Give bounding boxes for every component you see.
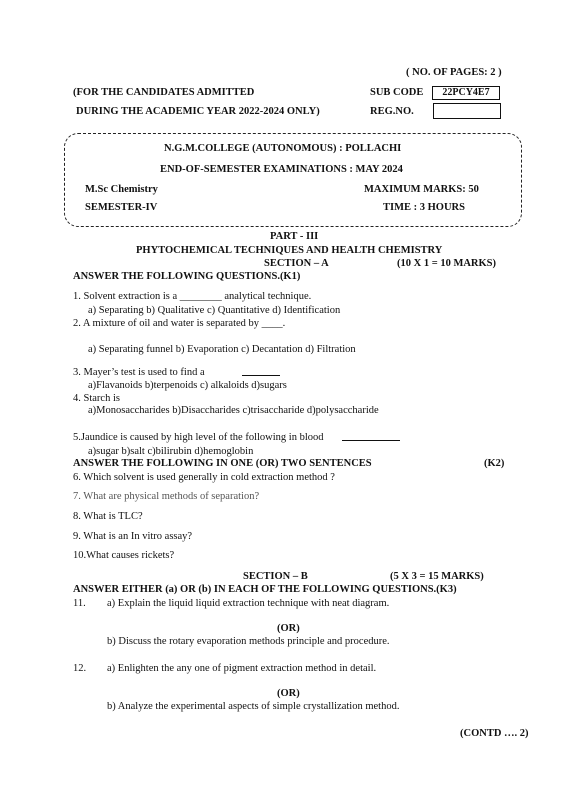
section-a-marks: (10 X 1 = 10 MARKS) — [397, 258, 497, 269]
section-a-instruction-2-level: (K2) — [484, 458, 505, 469]
question-4-options: a)Monosaccharides b)Disaccharides c)trisaccharide d)polysaccharide — [88, 405, 379, 416]
paper-title: PHYTOCHEMICAL TECHNIQUES AND HEALTH CHEMISTRY — [136, 245, 443, 256]
question-3-options: a)Flavanoids b)terpenoids c) alkaloids d)sugars — [88, 380, 287, 391]
section-b-instruction: ANSWER EITHER (a) OR (b) IN EACH OF THE FOLLOWING QUESTIONS.(K3) — [73, 584, 457, 595]
question-11-or: (OR) — [277, 623, 300, 634]
question-12a: a) Enlighten the any one of pigment extraction method in detail. — [107, 663, 377, 674]
question-12-number: 12. — [73, 663, 87, 674]
question-2-options: a) Separating funnel b) Evaporation c) Decantation d) Filtration — [88, 344, 356, 355]
sub-code-label: SUB CODE — [370, 87, 424, 98]
question-4: 4. Starch is — [73, 393, 120, 404]
part-label: PART - III — [270, 231, 319, 242]
question-6: 6. Which solvent is used generally in cold extraction method ? — [73, 472, 335, 483]
question-2: 2. A mixture of oil and water is separated by ____. — [73, 318, 286, 329]
exam-name: END-OF-SEMESTER EXAMINATIONS : MAY 2024 — [160, 164, 403, 175]
reg-no-label: REG.NO. — [370, 106, 414, 117]
question-7: 7. What are physical methods of separation? — [73, 491, 260, 502]
candidates-line1: (FOR THE CANDIDATES ADMITTED — [73, 87, 255, 98]
section-a-instruction-2: ANSWER THE FOLLOWING IN ONE (OR) TWO SENTENCES — [73, 458, 372, 469]
question-12-or: (OR) — [277, 688, 300, 699]
max-marks: MAXIMUM MARKS: 50 — [364, 184, 479, 195]
section-b-title: SECTION – B — [243, 571, 308, 582]
question-5: 5.Jaundice is caused by high level of the following in blood — [73, 432, 324, 443]
question-1: 1. Solvent extraction is a ________ analytical technique. — [73, 291, 312, 302]
question-11a: a) Explain the liquid liquid extraction technique with neat diagram. — [107, 598, 390, 609]
question-5-blank — [342, 431, 400, 441]
question-12b: b) Analyze the experimental aspects of simple crystallization method. — [107, 701, 400, 712]
section-b-marks: (5 X 3 = 15 MARKS) — [390, 571, 484, 582]
continued-note: (CONTD …. 2) — [460, 728, 529, 739]
sub-code-value: 22PCY4E7 — [432, 86, 500, 100]
course-name: M.Sc Chemistry — [85, 184, 158, 195]
college-name: N.G.M.COLLEGE (AUTONOMOUS) : POLLACHI — [164, 143, 402, 154]
question-5-options: a)sugar b)salt c)bilirubin d)hemoglobin — [88, 446, 254, 457]
question-11b: b) Discuss the rotary evaporation methods principle and procedure. — [107, 636, 390, 647]
semester: SEMESTER-IV — [85, 202, 158, 213]
exam-time: TIME : 3 HOURS — [383, 202, 465, 213]
candidates-line2: DURING THE ACADEMIC YEAR 2022-2024 ONLY) — [76, 106, 320, 117]
question-1-options: a) Separating b) Qualitative c) Quantitative d) Identification — [88, 305, 341, 316]
pages-count: ( NO. OF PAGES: 2 ) — [406, 67, 502, 78]
section-a-instruction: ANSWER THE FOLLOWING QUESTIONS.(K1) — [73, 271, 301, 282]
question-9: 9. What is an In vitro assay? — [73, 531, 193, 542]
question-3: 3. Mayer’s test is used to find a — [73, 367, 205, 378]
question-11-number: 11. — [73, 598, 86, 609]
reg-no-field — [433, 103, 501, 119]
question-8: 8. What is TLC? — [73, 511, 143, 522]
question-3-blank — [242, 366, 280, 376]
question-10: 10.What causes rickets? — [73, 550, 175, 561]
section-a-title: SECTION – A — [264, 258, 329, 269]
